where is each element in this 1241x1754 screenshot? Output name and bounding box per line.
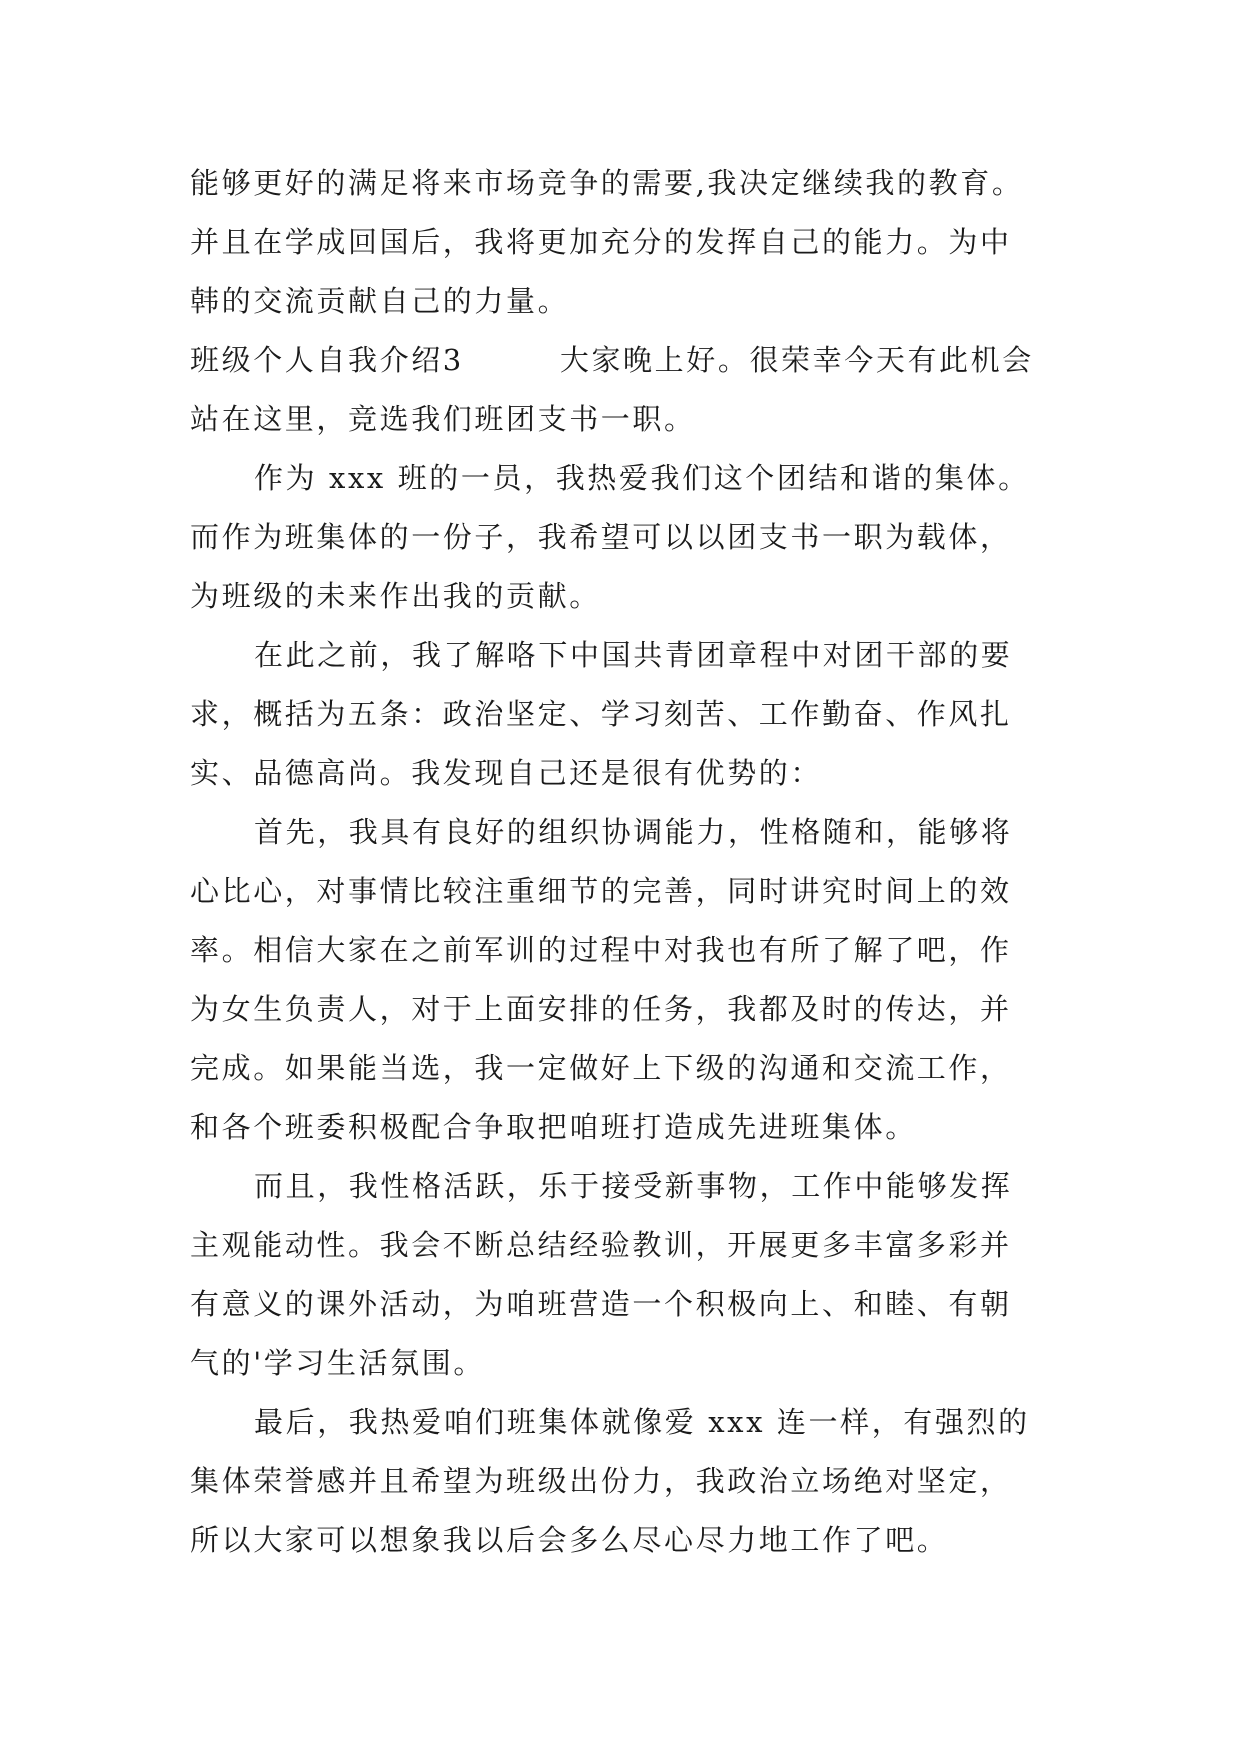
text-line: 完成。如果能当选，我一定做好上下级的沟通和交流工作，	[190, 1051, 1012, 1085]
text-line: 而且，我性格活跃，乐于接受新事物，工作中能够发挥	[254, 1169, 1013, 1203]
text-line: 心比心，对事情比较注重细节的完善，同时讲究时间上的效	[190, 874, 1012, 908]
paragraph	[190, 1157, 1150, 1393]
text-line: 求，概括为五条：政治坚定、学习刻苦、工作勤奋、作风扎	[190, 697, 1012, 731]
text-line: 能够更好的满足将来市场竞争的需要,我决定继续我的教育。	[190, 166, 1024, 200]
paragraph	[190, 626, 1150, 803]
text-line: 韩的交流贡献自己的力量。	[190, 284, 570, 318]
text-line: 作为 xxx 班的一员，我热爱我们这个团结和谐的集体。	[254, 461, 1030, 495]
paragraph	[190, 449, 1150, 626]
text-line: 有意义的课外活动，为咱班营造一个积极向上、和睦、有朝	[190, 1287, 1012, 1321]
text-line: 所以大家可以想象我以后会多么尽心尽力地工作了吧。	[190, 1523, 949, 1557]
text-line: 主观能动性。我会不断总结经验教训，开展更多丰富多彩并	[190, 1228, 1012, 1262]
section-title: 班级个人自我介绍3	[190, 343, 464, 377]
section-heading	[190, 331, 1150, 390]
text-line: 为班级的未来作出我的贡献。	[190, 579, 601, 613]
text-line: 实、品德高尚。我发现自己还是很有优势的：	[190, 756, 823, 790]
text-line: 率。相信大家在之前军训的过程中对我也有所了解了吧，作	[190, 933, 1012, 967]
paragraph	[190, 1393, 1150, 1570]
text-line: 集体荣誉感并且希望为班级出份力，我政治立场绝对坚定，	[190, 1464, 1012, 1498]
text-line: 并且在学成回国后，我将更加充分的发挥自己的能力。为中	[190, 225, 1012, 259]
text-line: 站在这里，竞选我们班团支书一职。	[190, 402, 696, 436]
text-line: 在此之前，我了解咯下中国共青团章程中对团干部的要	[254, 638, 1013, 672]
text-line: 气的'学习生活氛围。	[190, 1346, 485, 1380]
paragraph	[190, 803, 1150, 1157]
text-line: 最后，我热爱咱们班集体就像爱 xxx 连一样，有强烈的	[254, 1405, 1030, 1439]
text-line: 和各个班委积极配合争取把咱班打造成先进班集体。	[190, 1110, 917, 1144]
text-line: 首先，我具有良好的组织协调能力，性格随和，能够将	[254, 815, 1013, 849]
text-line: 而作为班集体的一份子，我希望可以以团支书一职为载体，	[190, 520, 1012, 554]
text-line: 为女生负责人，对于上面安排的任务，我都及时的传达，并	[190, 992, 1012, 1026]
greeting-text: 大家晚上好。很荣幸今天有此机会	[559, 343, 1034, 377]
document-body	[190, 154, 1150, 1570]
